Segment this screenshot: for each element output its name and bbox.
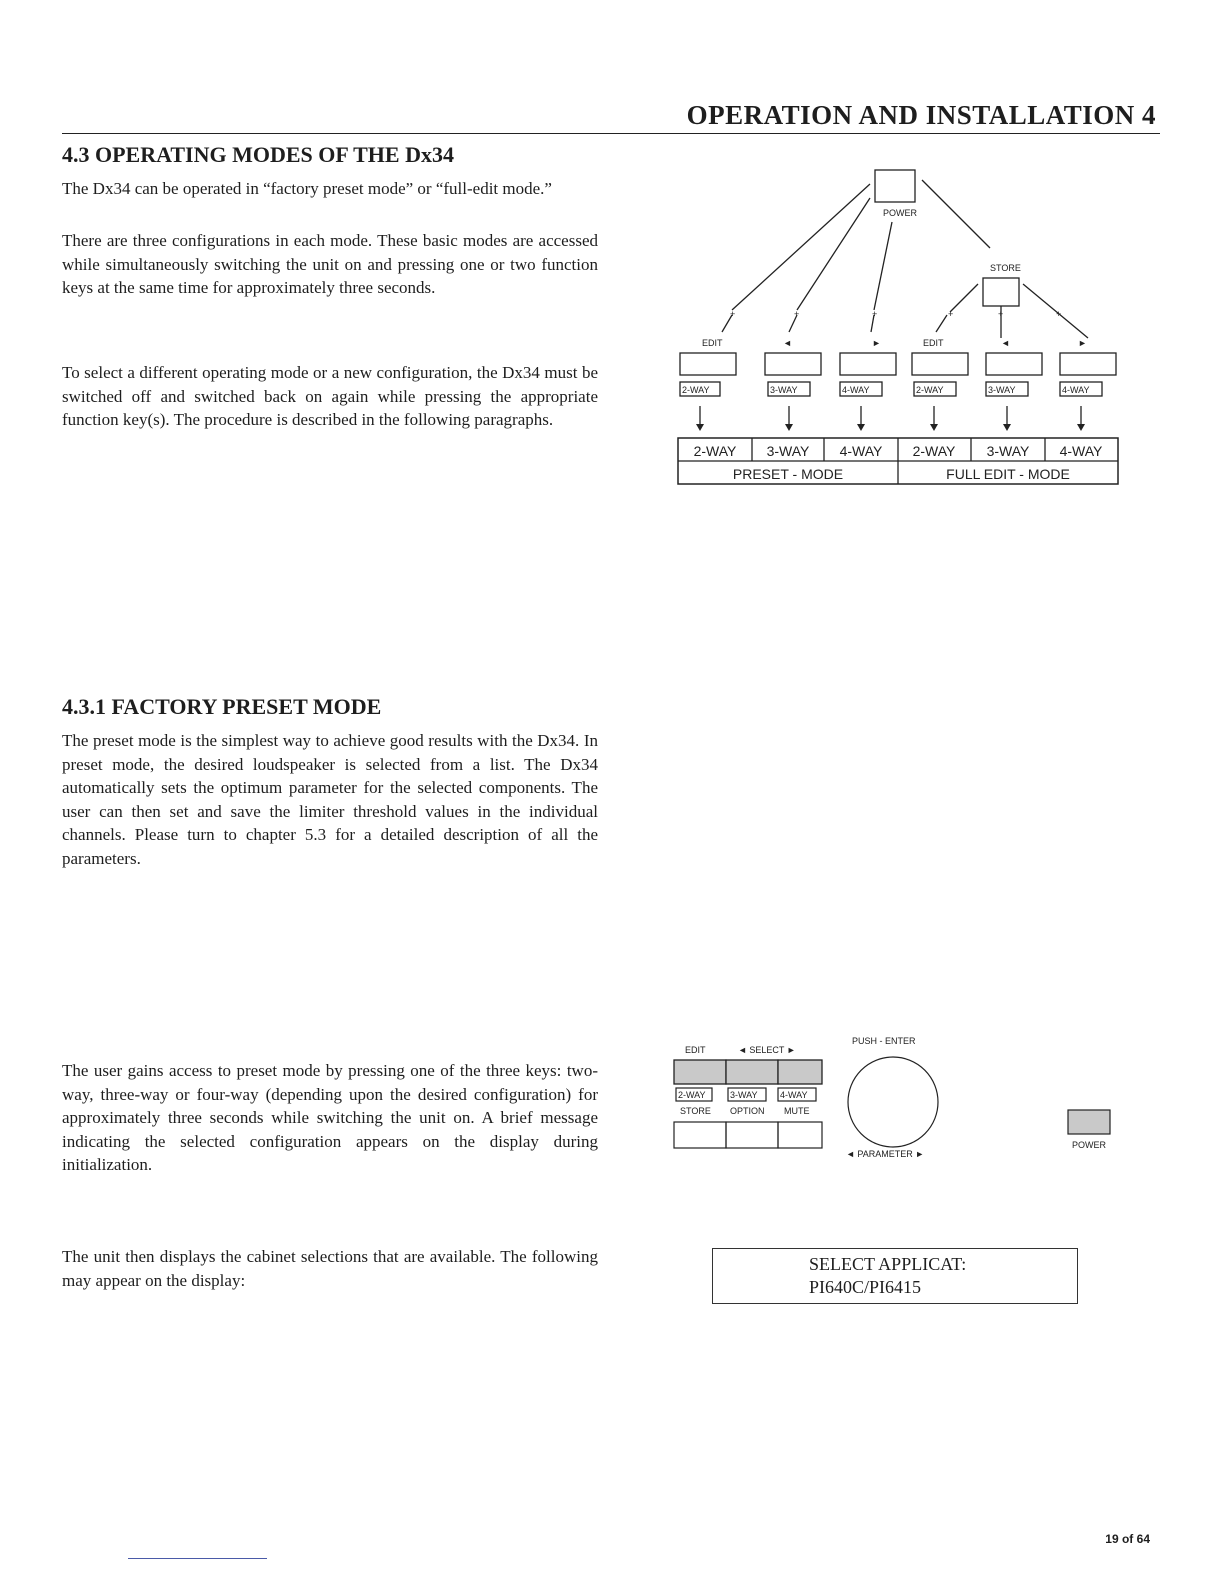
paragraph-preset-mode: The preset mode is the simplest way to achieve good results with the Dx34. In preset mode, the desired loudspeaker is selected from a list. The Dx34 automatically sets the optimum parameter for the selected components. The user can then set and save the limiter threshold values in the individual channels. Please turn to chapter 5.3 for a detailed description of all the parameters. [62,731,598,868]
header-rule [62,133,1160,134]
paragraph-preset-access: The user gains access to preset mode by pressing one of the three keys: two-way, three-way or four-way (depending upon the desired configuration) for approximately three seconds while switching the unit on. A brief message indicating the selected configuration appears on the display during initialization. [62,1061,598,1174]
paragraph-modes-intro: The Dx34 can be operated in “factory preset mode” or “full-edit mode.” [62,179,552,198]
front-panel-diagram [660,1030,1130,1170]
paragraph-cabinet-selections: The unit then displays the cabinet selections that are available. The following may appear on the display: [62,1247,598,1290]
left-key-label-full: ◄ [1001,338,1010,348]
panel-button-option [726,1122,778,1148]
panel-store-label: STORE [680,1106,711,1116]
panel-button-3way [726,1060,778,1084]
table-cell-full-4way: 4-WAY [1059,443,1103,459]
button-label-2way-full: 2-WAY [916,385,944,395]
section-heading-4-3-1: 4.3.1 FACTORY PRESET MODE [62,694,382,719]
panel-option-label: OPTION [730,1106,765,1116]
parameter-label: ◄ PARAMETER ► [846,1149,925,1159]
lcd-display [712,1248,1078,1304]
page-number: 19 of 64 [1105,1532,1150,1546]
store-label: STORE [990,263,1021,273]
push-enter-label: PUSH - ENTER [852,1036,916,1046]
button-label-4way-full: 4-WAY [1062,385,1090,395]
panel-button-4way [778,1060,822,1084]
panel-power-label: POWER [1072,1140,1107,1150]
table-cell-preset-2way: 2-WAY [693,443,737,459]
table-cell-full-2way: 2-WAY [912,443,956,459]
right-key-label-full: ► [1078,338,1087,348]
footer-rule [128,1558,267,1559]
panel-button-2way [674,1060,726,1084]
store-button-box [983,278,1019,306]
panel-label-3way: 3-WAY [730,1090,758,1100]
panel-power-button [1068,1110,1110,1134]
display-line-1: SELECT APPLICAT: [809,1254,967,1274]
table-cell-full-3way: 3-WAY [986,443,1030,459]
button-label-4way-preset: 4-WAY [842,385,870,395]
parameter-knob [848,1057,938,1147]
paragraph-configurations: There are three configurations in each mode. These basic modes are accessed while simultaneously switching the unit on and pressing one or two function keys at the same time for approximately three seconds. [62,231,598,297]
panel-select-label: ◄ SELECT ► [738,1045,796,1055]
edit-key-label-preset: EDIT [702,338,723,348]
power-label: POWER [883,208,918,218]
panel-label-2way: 2-WAY [678,1090,706,1100]
display-line-2: PI640C/PI6415 [809,1277,922,1297]
svg-text:+: + [1056,309,1062,319]
svg-text:+: + [998,309,1004,319]
svg-text:+: + [794,309,800,319]
paragraph-select-mode: To select a different operating mode or a new configuration, the Dx34 must be switched off and switched back on again while pressing the appropriate function key(s). The procedure is described in the following paragraphs. [62,363,598,429]
power-button-box [875,170,915,202]
panel-label-4way: 4-WAY [780,1090,808,1100]
full-edit-mode-label: FULL EDIT - MODE [946,466,1070,482]
edit-key-label-full: EDIT [923,338,944,348]
table-cell-preset-4way: 4-WAY [839,443,883,459]
svg-text:+: + [730,309,736,319]
section-heading-4-3: 4.3 OPERATING MODES OF THE Dx34 [62,142,454,167]
panel-button-store [674,1122,726,1148]
button-label-3way-preset: 3-WAY [770,385,798,395]
panel-button-mute [778,1122,822,1148]
operating-mode-diagram [660,160,1140,490]
left-key-label-preset: ◄ [783,338,792,348]
svg-text:+: + [948,309,954,319]
button-label-3way-full: 3-WAY [988,385,1016,395]
button-label-2way-preset: 2-WAY [682,385,710,395]
panel-mute-label: MUTE [784,1106,810,1116]
page-header-title: OPERATION AND INSTALLATION 4 [686,100,1156,130]
svg-text:+: + [872,309,878,319]
table-cell-preset-3way: 3-WAY [766,443,810,459]
preset-mode-label: PRESET - MODE [732,466,844,482]
right-key-label-preset: ► [872,338,881,348]
panel-edit-label: EDIT [685,1045,706,1055]
